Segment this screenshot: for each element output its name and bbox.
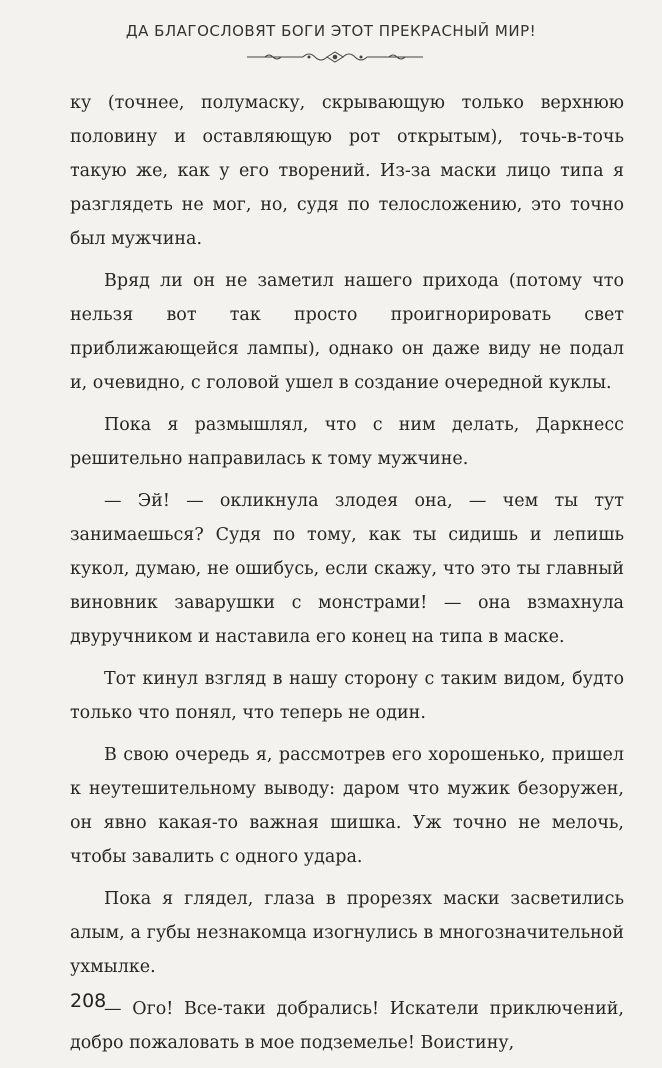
paragraph: Вряд ли он не заметил нашего прихода (потому что нельзя вот так просто проигнорировать свет приближающейся лампы), однако он даже виду не подал и, очевидно, с головой ушел в создание очередной куклы. [70,271,624,393]
paragraph: В свою очередь я, рассмотрев его хорошенько, пришел к неутешительному выводу: даром что мужик безоружен, он явно какая-то важная шишка. Уж точно не мелочь, чтобы завалить с одного удара. [70,745,624,867]
body-text [70,86,624,1068]
paragraph: Пока я размышлял, что с ним делать, Даркнесс решительно направилась к тому мужчине. [70,415,624,469]
page-number: 208 [70,990,107,1012]
running-head: ДА БЛАГОСЛОВЯТ БОГИ ЭТОТ ПРЕКРАСНЫЙ МИР! [125,22,537,40]
paragraph: — Эй! — окликнула злодея она, — чем ты тут занимаешься? Судя по тому, как ты сидишь и лепишь кукол, думаю, не ошибусь, если скажу, что это ты главный виновник заварушки с монстрами! — она взмахнула двуручником и наставила его конец на типа в маске. [70,491,624,647]
flourish-divider-icon [245,48,425,66]
paragraph: Тот кинул взгляд в нашу сторону с таким видом, будто только что понял, что теперь не один. [70,669,624,723]
paragraph: — Ого! Все-таки добрались! Искатели приключений, добро пожаловать в мое подземелье! Воистину, [70,999,624,1053]
paragraph: ку (точнее, полумаску, скрывающую только верхнюю половину и оставляющую рот открытым), точь-в-точь такую же, как у его творений. Из-за маски лицо типа я разглядеть не мог, но, судя по телосложению, это точно был мужчина. [70,93,624,249]
paragraph: Пока я глядел, глаза в прорезях маски засветились алым, а губы незнакомца изогнулись в многозначительной ухмылке. [70,889,624,977]
